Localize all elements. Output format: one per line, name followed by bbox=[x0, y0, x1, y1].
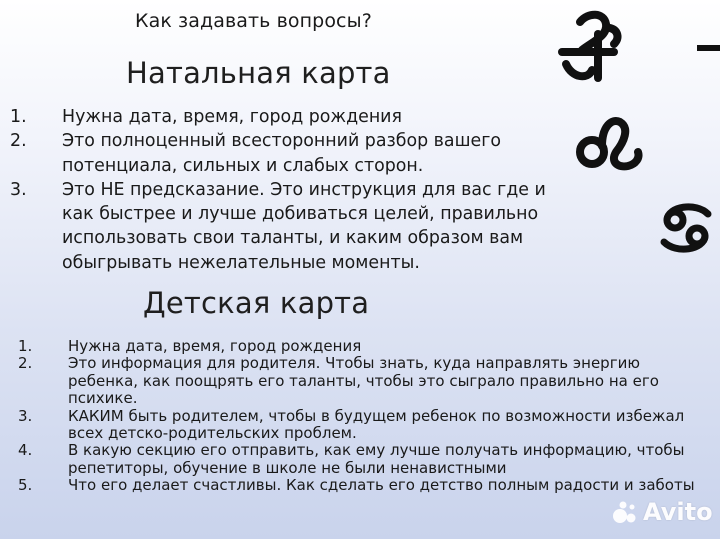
avito-watermark bbox=[612, 498, 713, 526]
list-item bbox=[10, 178, 565, 275]
list-item bbox=[18, 477, 698, 494]
jupiter-glyph-icon bbox=[552, 8, 632, 84]
list-item-text: Нужна дата, время, город рождения bbox=[62, 107, 402, 127]
avito-watermark-text: Avito bbox=[643, 498, 713, 526]
cancer-glyph-icon bbox=[656, 198, 716, 258]
dash-mark-icon bbox=[697, 45, 720, 51]
list-item-number: 3. bbox=[18, 406, 33, 425]
list-item bbox=[18, 355, 698, 407]
child-chart-list bbox=[18, 338, 698, 495]
list-item bbox=[18, 338, 698, 355]
natal-chart-list bbox=[10, 105, 565, 275]
list-item-text: В какую секцию его отправить, как ему лучше получать информацию, чтобы репетиторы, обучение в школе не были ненавистными bbox=[68, 441, 685, 477]
list-item-text: КАКИМ быть родителем, чтобы в будущем ребенок по возможности избежал всех детско-родительских проблем. bbox=[68, 406, 685, 443]
list-item-text: Это НЕ предсказание. Это инструкция для вас где и как быстрее и лучше добиваться целей, правильно использовать свои таланты, и каким образом вам обыгрывать нежелательные моменты. bbox=[62, 179, 546, 273]
list-item-number: 1. bbox=[10, 107, 27, 127]
natal-chart-heading: Натальная карта bbox=[126, 56, 391, 90]
list-item-text: Это полноценный всесторонний разбор вашего потенциала, сильных и слабых сторон. bbox=[62, 131, 501, 176]
list-item-number: 1. bbox=[18, 337, 33, 355]
list-item-number: 2. bbox=[10, 131, 27, 152]
list-item bbox=[10, 105, 565, 129]
list-item-text: Это информация для родителя. Чтобы знать, куда направлять энергию ребенка, как поощрять его таланты, чтобы это сыграло правильно на его психике. bbox=[68, 354, 659, 408]
avito-dots-icon bbox=[612, 499, 638, 525]
list-item-number: 2. bbox=[18, 354, 33, 373]
list-item-number: 3. bbox=[10, 179, 27, 200]
list-item-text: Нужна дата, время, город рождения bbox=[68, 337, 362, 355]
list-item bbox=[18, 408, 698, 443]
leo-glyph-icon bbox=[572, 112, 648, 174]
list-item-text: Что его делает счастливы. Как сделать его детство полным радости и заботы bbox=[68, 476, 695, 495]
list-item bbox=[10, 129, 565, 178]
page-title: Как задавать вопросы? bbox=[135, 10, 372, 32]
list-item-number: 4. bbox=[18, 441, 33, 460]
child-chart-heading: Детская карта bbox=[143, 286, 370, 320]
list-item bbox=[18, 442, 698, 477]
list-item-number: 5. bbox=[18, 476, 33, 495]
